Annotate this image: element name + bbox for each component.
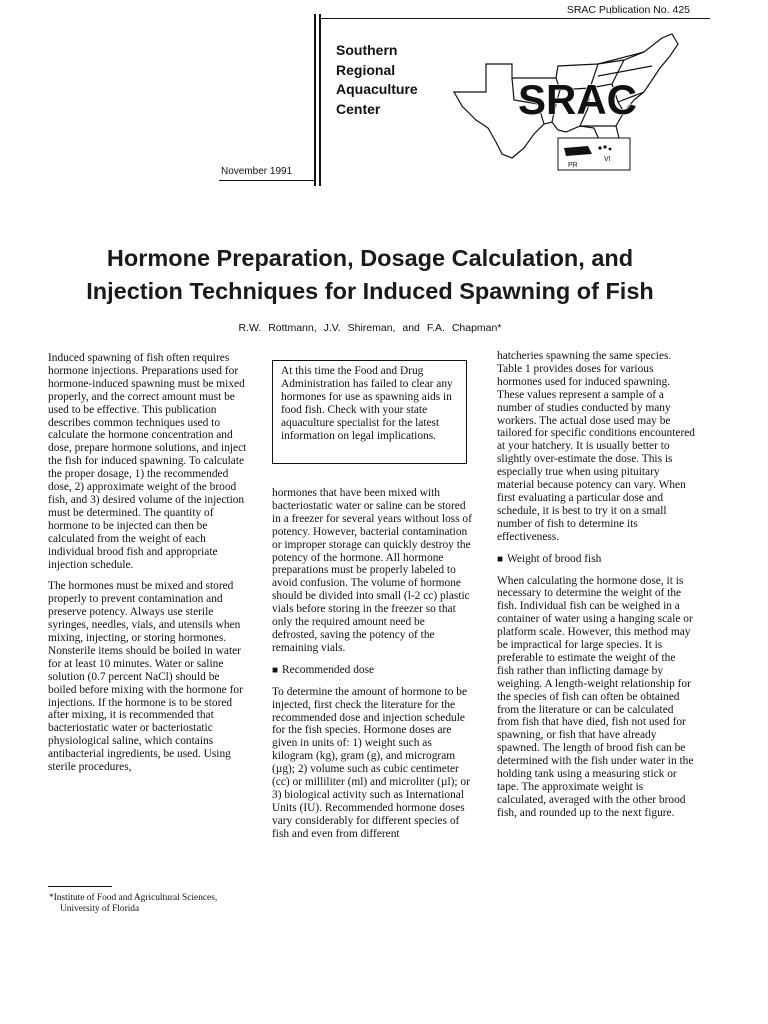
vertical-divider <box>314 14 316 186</box>
footnote-line: University of Florida <box>60 904 140 915</box>
srac-region-map-logo <box>448 30 696 180</box>
section-heading-recommended-dose <box>272 664 472 678</box>
state-line <box>598 52 644 64</box>
paragraph: hormones that have been mixed with bacteriostatic water or saline can be stored in a freezer for several years without loss of potency. However, bacterial contamination or improper storage can quickly destroy the potency of the hormone. All hormone preparations must be properly labeled to avoid confusion. The volume of hormone should be divided into small (l-2 cc) plastic vials before storing in the freezer so that only the required amount need be defrosted, saving the potency of the remaining vials. <box>272 487 472 654</box>
section-heading-weight-of-brood-fish <box>497 553 695 567</box>
column-2 <box>272 487 472 850</box>
island-dot <box>603 145 606 148</box>
center-name-line: Southern <box>336 42 398 58</box>
square-bullet-icon: ■ <box>272 664 279 676</box>
srac-logo-text: SRAC <box>518 76 638 123</box>
paragraph: When calculating the hormone dose, it is necessary to determine the weight of the fish. Individual fish can be weighed in a container of water using a hanging scale or platform scale. However, this method may be impractical for large species. It is preferable to estimate the weight of the fish rather than inflicting damage by weighing. A length-weight relationship for the species of fish can often be obtained from the literature or can be calculated from fish that have died, fish not used for spawning, or fish that have already spawned. The length of brood fish can be determined with the fish under water in the holding tank using a measuring stick or tape. The approximate weight is calculated, averaged with the other brood fish, and rounded up to the next figure. <box>497 574 694 819</box>
paragraph: Induced spawning of fish often requires hormone injections. Preparations used for hormone-induced spawning must be mixed properly, and the correct amount must be used to be effective. This publication describes common techniques used to calculate the hormone concentration and dose, prepare hormone solutions, and inject the fish for induced spawning. To calculate the proper dosage, 1) the recommended dose, 2) approximate weight of the brood fish, and 3) desired volume of the injection must be determined. The quantity of hormone to be injected can then be calculated from the weight of each individual brood fish and appropriate injection schedule. <box>48 352 247 571</box>
island-dot <box>609 148 612 151</box>
authors: R.W. Rottmann, J.V. Shireman, and F.A. Chapman* <box>238 322 502 334</box>
vertical-divider <box>319 14 321 186</box>
pr-label: PR <box>568 162 578 169</box>
heading-label: Weight of brood fish <box>507 552 602 565</box>
heading-label: Recommended dose <box>282 663 375 676</box>
paragraph: The hormones must be mixed and stored properly to prevent contamination and preserve potency. Always use sterile syringes, needles, vials, and utensils when mixing, injecting, or storing hormones. Nonsterile items should be boiled in water for at least 10 minutes. Water or saline solution (0.7 percent NaCl) should be boiled before mixing with the hormone for injections. If the hormone is to be stored after mixing, it is recommended that bacteriostatic water or bacteriostatic physiological saline, which contains antibacterial ingredients, be used. Using sterile procedures, <box>48 580 243 774</box>
paragraph: hatcheries spawning the same species. Table 1 provides doses for various hormones used for induced spawning. These values represent a sample of a number of studies conducted by many workers. The actual dose used may be tailored for specific conditions encountered at your hatchery. It is usually better to slightly over-estimate the dose. This is especially true when using pituitary material because potency can vary. When first evaluating a particular dose and schedule, it is best to try it on a small number of fish to determine its effectiveness. <box>497 350 695 543</box>
center-name-line: Center <box>336 100 381 117</box>
footnote-rule <box>48 886 112 887</box>
paragraph: To determine the amount of hormone to be injected, first check the literature for the recommended dose and injection schedule for the fish species. Hormone doses are given in units of: 1) weight such as kilogram (kg), gram (g), and microgram (µg); 2) volume such as cubic centimeter (cc) or milliliter (ml) and microliter (µl); or 3) biological activity such as International Units (IU). Recommended hormone doses vary considerably for different species of fish and even from different <box>272 685 470 840</box>
date-rule <box>219 180 316 181</box>
publication-number: SRAC Publication No. 425 <box>566 4 690 16</box>
island-dot <box>598 146 601 149</box>
document-title <box>0 242 740 308</box>
state-line <box>598 66 652 76</box>
center-name-line: Aquaculture <box>336 81 418 97</box>
author-footnote <box>49 893 264 915</box>
top-rule <box>320 18 710 19</box>
fda-callout-box: At this time the Food and Drug Administration has failed to clear any hormones for use as spawning aids in food fish. Check with your state aquaculture specialist for the latest information on legal implications. <box>272 360 467 464</box>
column-1 <box>48 352 250 783</box>
vi-label: VI <box>604 156 611 163</box>
footnote-line: *Institute of Food and Agricultural Sciences, <box>49 893 218 903</box>
title-line-2: Injection Techniques for Induced Spawning of Fish <box>86 278 654 304</box>
publication-date: November 1991 <box>221 166 293 177</box>
title-line-1: Hormone Preparation, Dosage Calculation, and <box>106 245 634 271</box>
center-name <box>336 41 418 119</box>
square-bullet-icon: ■ <box>497 553 504 565</box>
column-3 <box>497 350 695 829</box>
center-name-line: Regional <box>336 61 396 78</box>
